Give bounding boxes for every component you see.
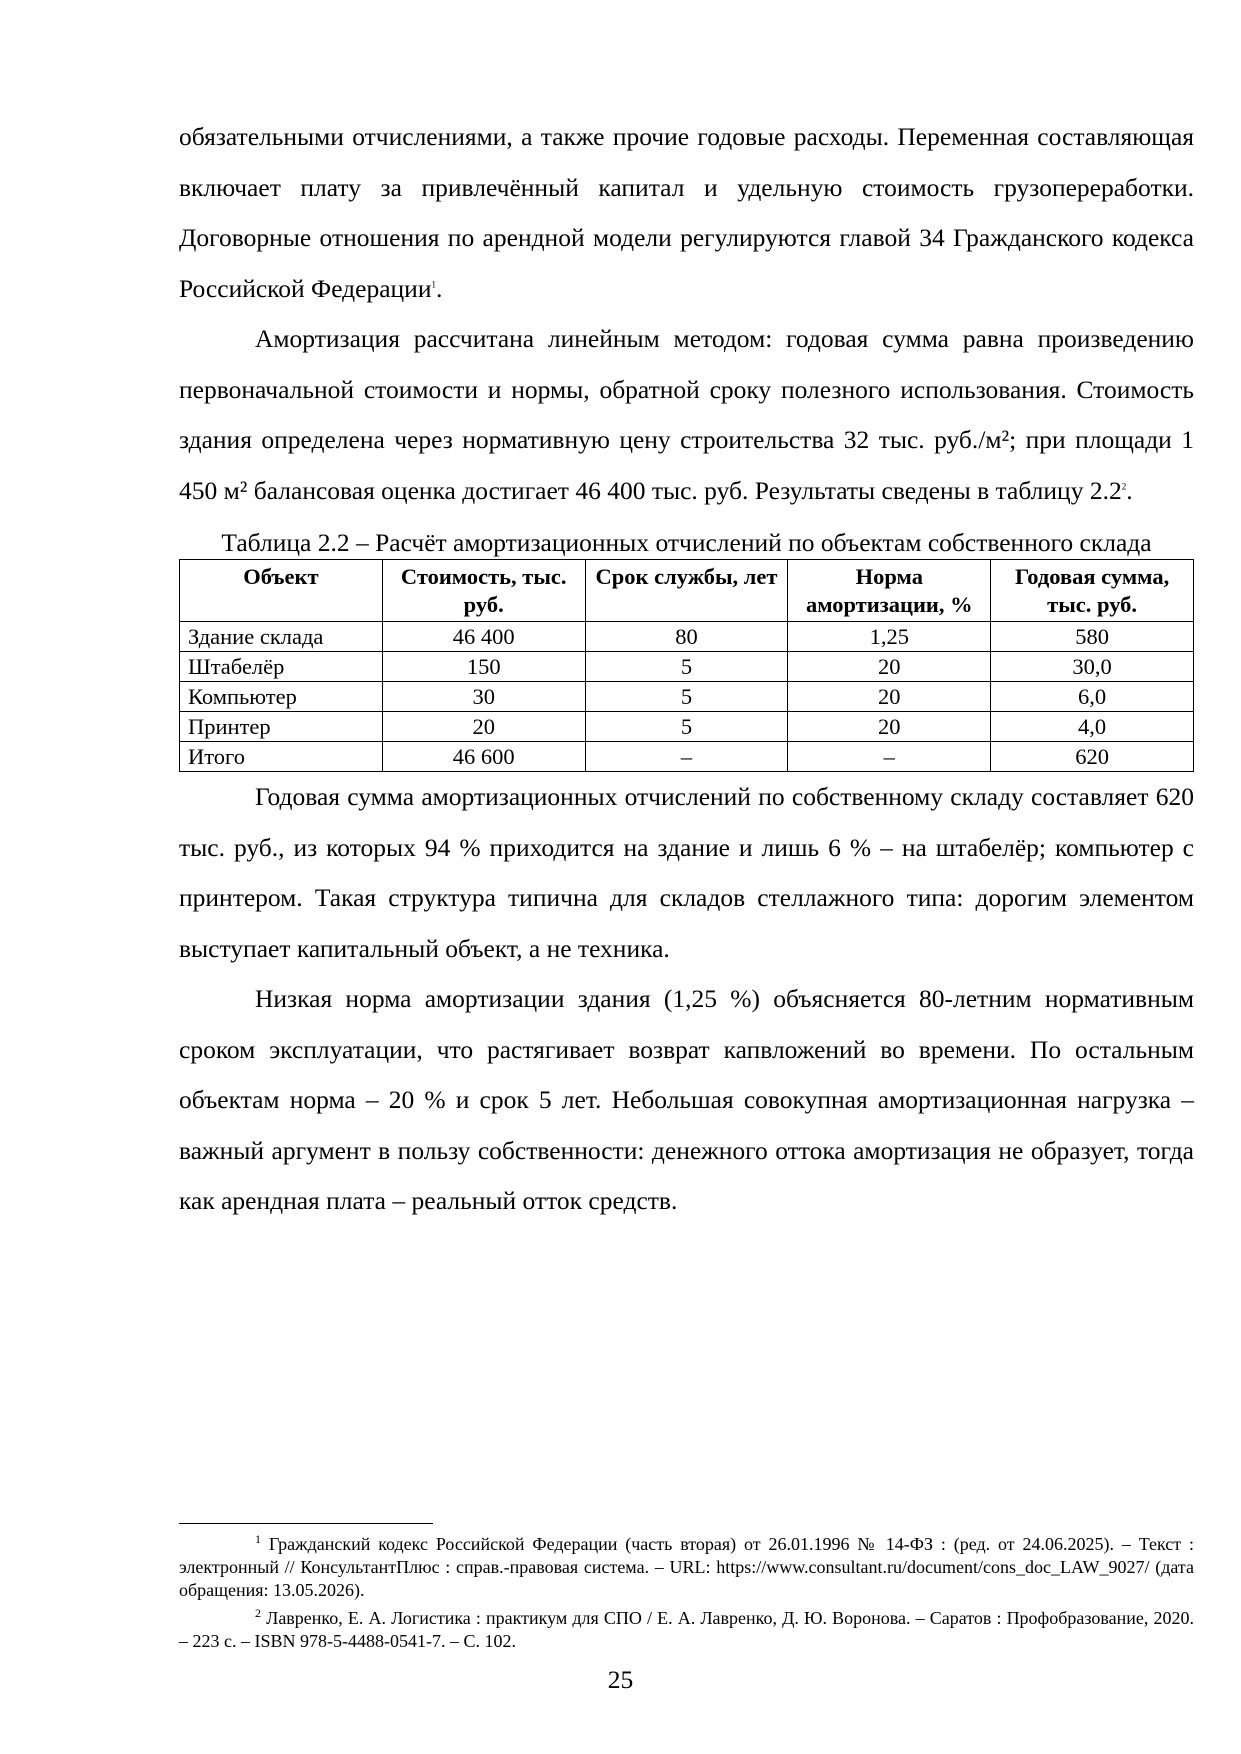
table-row: [180, 712, 1194, 742]
table-header-row: [180, 560, 1194, 622]
table-row: [180, 682, 1194, 712]
paragraph-1-end: .: [435, 273, 443, 303]
paragraph-1-text: обязательными отчислениями, а также прочие годовые расходы. Переменная составляющая включает плату за привлечённый капитал и удельную стоимость грузопереработки. Договорные отношения по арендной модели регулируются главой 34 Гражданского кодекса Российской Федерации: [179, 122, 1194, 303]
footnote-2-number: 2: [255, 1606, 261, 1620]
cell-object: Принтер: [180, 712, 383, 742]
depreciation-table: [179, 559, 1194, 772]
cell-annual-sum: 620: [991, 742, 1194, 772]
cell-object: Итого: [180, 742, 383, 772]
cell-annual-sum: 4,0: [991, 712, 1194, 742]
paragraph-4: Низкая норма амортизации здания (1,25 %) объясняется 80-летним нормативным сроком эксплуатации, что растягивает возврат капвложений во времени. По остальным объектам норма – 20 % и срок 5 лет. Небольшая совокупная амортизационная нагрузка – важный аргумент в пользу собственности: денежного оттока амортизация не образует, тогда как арендная плата – реальный отток средств.: [179, 984, 1194, 1215]
footnotes: [179, 1528, 1194, 1653]
header-cost: Стоимость, тыс. руб.: [382, 560, 585, 622]
header-annual-sum: Годовая сумма, тыс. руб.: [991, 560, 1194, 622]
footnote-2: [179, 1602, 1194, 1653]
cell-object: Штабелёр: [180, 652, 383, 682]
cell-cost: 46 400: [382, 622, 585, 652]
cell-cost: 30: [382, 682, 585, 712]
footnote-ref-1[interactable]: 1: [431, 279, 436, 289]
paragraph-2-end: .: [1126, 475, 1133, 505]
cell-annual-sum: 580: [991, 622, 1194, 652]
footnote-2-text: Лавренко, Е. А. Логистика : практикум для СПО / Е. А. Лавренко, Д. Ю. Воронова. – Саратов : Профобразование, 2020. – 223 с. – ISBN 978-5-4488-0541-7. – С. 102.: [179, 1608, 1194, 1651]
cell-rate: 1,25: [788, 622, 991, 652]
cell-annual-sum: 6,0: [991, 682, 1194, 712]
paragraph-2: [179, 314, 1194, 516]
footnote-1-number: 1: [255, 1532, 261, 1546]
table-total-row: [180, 742, 1194, 772]
cell-cost: 20: [382, 712, 585, 742]
paragraph-2-text: Амортизация рассчитана линейным методом: годовая сумма равна произведению первоначальной стоимости и нормы, обратной сроку полезного использования. Стоимость здания определена через нормативную цену строительства 32 тыс. руб./м²; при площади 1 450 м² балансовая оценка достигает 46 400 тыс. руб. Результаты сведены в таблицу 2.2: [179, 324, 1194, 505]
cell-object: Компьютер: [180, 682, 383, 712]
table-row: [180, 652, 1194, 682]
table-row: [180, 622, 1194, 652]
page-number: 25: [607, 1665, 634, 1694]
cell-rate: 20: [788, 652, 991, 682]
footnote-separator: [179, 1523, 433, 1524]
cell-cost: 150: [382, 652, 585, 682]
cell-service-life: 5: [585, 652, 788, 682]
cell-annual-sum: 30,0: [991, 652, 1194, 682]
page-body: [179, 112, 1194, 1227]
footnote-ref-2[interactable]: 2: [1121, 481, 1127, 491]
paragraph-3: Годовая сумма амортизационных отчислений по собственному складу составляет 620 тыс. руб., из которых 94 % приходится на здание и лишь 6 % – на штабелёр; компьютер с принтером. Такая структура типична для складов стеллажного типа: дорогим элементом выступает капитальный объект, а не техника.: [179, 782, 1194, 963]
cell-service-life: 5: [585, 682, 788, 712]
header-object: Объект: [180, 560, 383, 622]
cell-cost: 46 600: [382, 742, 585, 772]
cell-service-life: 5: [585, 712, 788, 742]
cell-rate: 20: [788, 682, 991, 712]
cell-object: Здание склада: [180, 622, 383, 652]
footnote-1-text: Гражданский кодекс Российской Федерации (часть вторая) от 26.01.1996 № 14-ФЗ : (ред. от 24.06.2025). – Текст : электронный // КонсультантПлюс : справ.-правовая система. – URL: https://www.consultant.ru/document/cons_doc_LAW_9027/ (дата обращения: 13.05.2026).: [179, 1534, 1195, 1600]
cell-rate: –: [788, 742, 991, 772]
cell-rate: 20: [788, 712, 991, 742]
paragraph-1: [179, 112, 1194, 314]
footnote-1: [179, 1528, 1194, 1602]
cell-service-life: –: [585, 742, 788, 772]
header-service-life: Срок службы, лет: [585, 560, 788, 622]
cell-service-life: 80: [585, 622, 788, 652]
table-caption: Таблица 2.2 – Расчёт амортизационных отчислений по объектам собственного склада: [221, 528, 1152, 557]
header-depreciation-rate: Норма амортизации, %: [788, 560, 991, 622]
